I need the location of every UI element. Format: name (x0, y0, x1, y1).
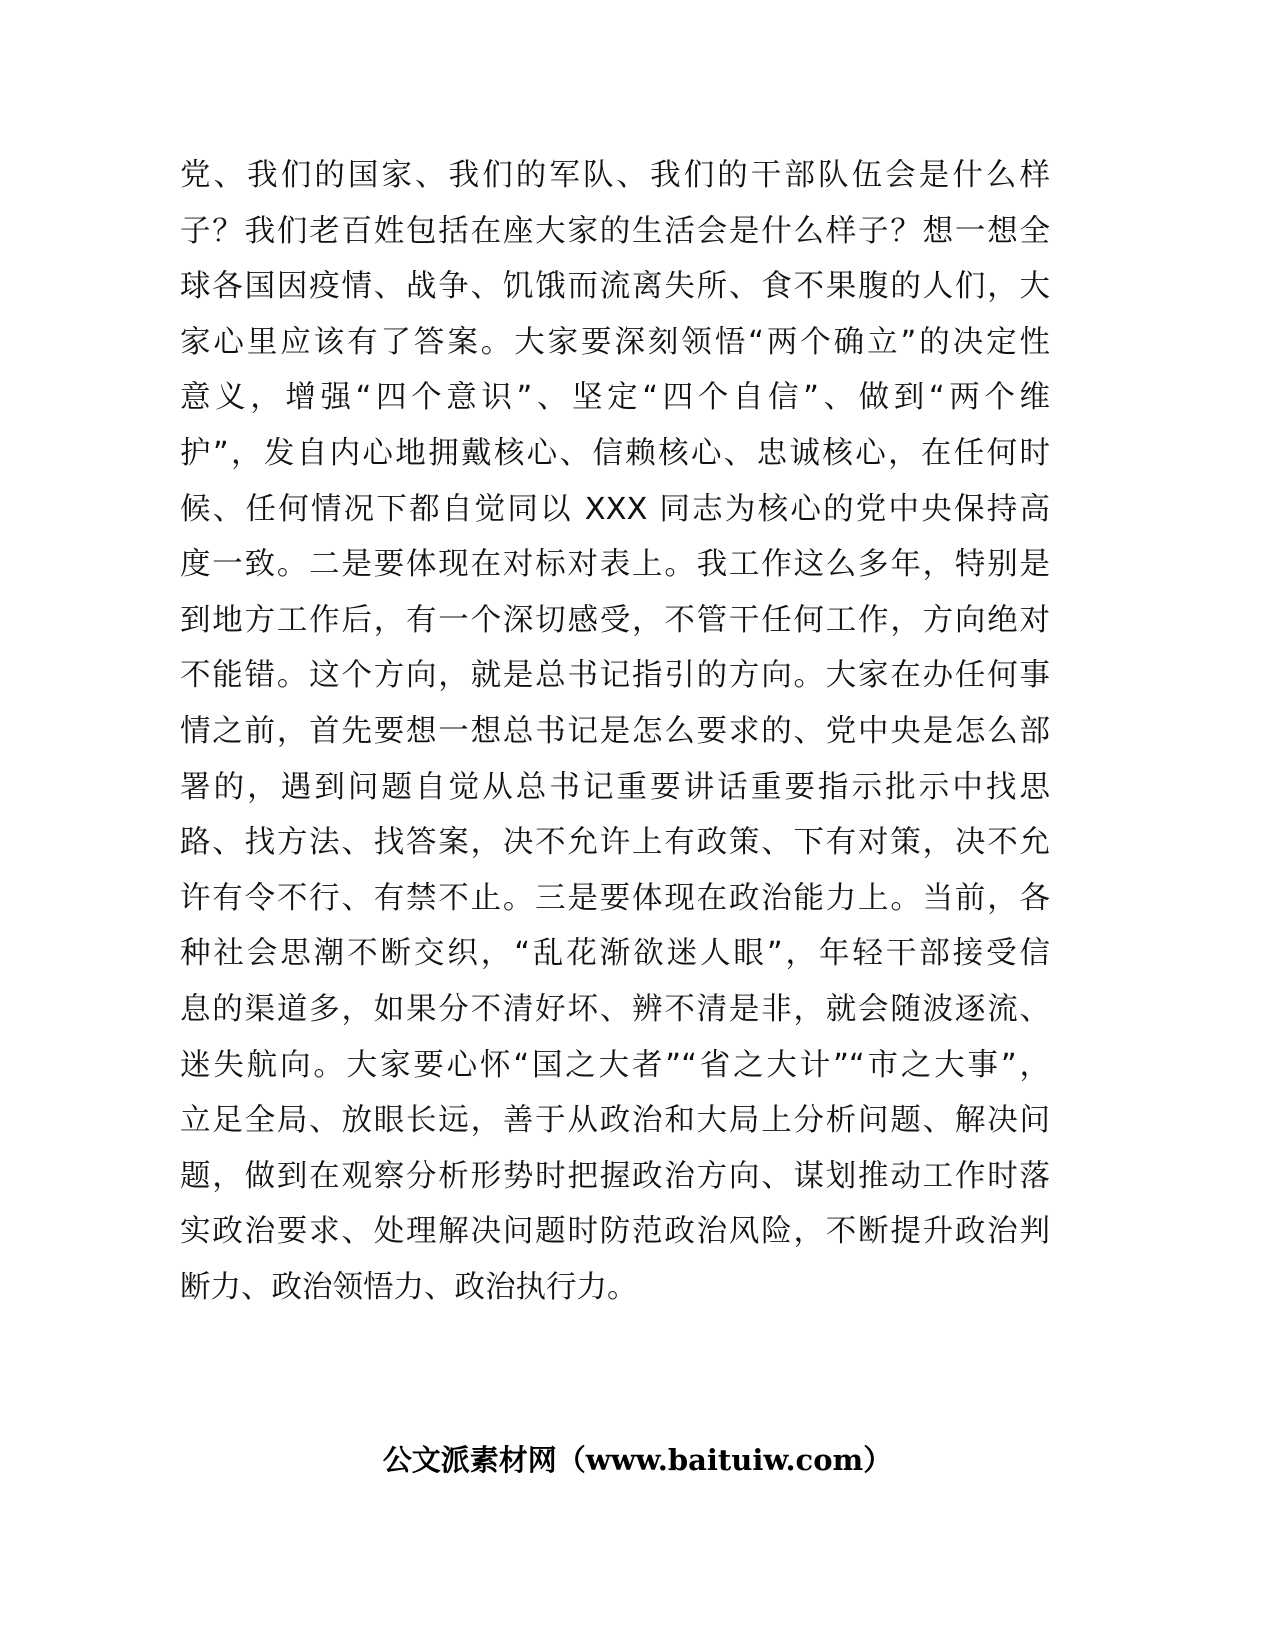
text-line: 党、我们的国家、我们的军队、我们的干部队伍会是什么样 (180, 158, 1050, 193)
text-line: 许有令不行、有禁不止。三是要体现在政治能力上。当前，各 (180, 880, 1050, 916)
body-paragraph (180, 148, 1050, 1315)
text-line: 候、任何情况下都自觉同以 XXX 同志为核心的党中央保持高 (180, 491, 1050, 527)
text-line: 意义，增强“四个意识”、坚定“四个自信”、做到“两个维 (180, 380, 1050, 416)
text-line: 到地方工作后，有一个深切感受，不管干任何工作，方向绝对 (180, 602, 1050, 638)
text-line: 立足全局、放眼长远，善于从政治和大局上分析问题、解决问 (180, 1103, 1050, 1139)
text-line: 迷失航向。大家要心怀“国之大者”“省之大计”“市之大事”， (180, 1047, 1050, 1083)
text-line: 子？我们老百姓包括在座大家的生活会是什么样子？想一想全 (180, 213, 1050, 249)
text-line: 路、找方法、找答案，决不允许上有政策、下有对策，决不允 (180, 825, 1050, 861)
text-line: 实政治要求、处理解决问题时防范政治风险，不断提升政治判 (180, 1214, 1050, 1250)
text-line: 球各国因疫情、战争、饥饿而流离失所、食不果腹的人们，大 (180, 269, 1050, 305)
text-line: 护”，发自内心地拥戴核心、信赖核心、忠诚核心，在任何时 (180, 435, 1050, 471)
text-line: 情之前，首先要想一想总书记是怎么要求的、党中央是怎么部 (180, 713, 1050, 749)
text-line: 家心里应该有了答案。大家要深刻领悟“两个确立”的决定性 (180, 324, 1050, 360)
text-line: 度一致。二是要体现在对标对表上。我工作这么多年，特别是 (180, 547, 1050, 583)
text-line: 息的渠道多，如果分不清好坏、辨不清是非，就会随波逐流、 (180, 991, 1050, 1027)
text-line: 断力、政治领悟力、政治执行力。 (180, 1269, 638, 1305)
text-line: 题，做到在观察分析形势时把握政治方向、谋划推动工作时落 (180, 1158, 1050, 1194)
text-line: 不能错。这个方向，就是总书记指引的方向。大家在办任何事 (180, 658, 1050, 694)
footer-watermark: 公文派素材网（www.baituiw.com） (382, 1443, 893, 1477)
text-line: 种社会思潮不断交织，“乱花渐欲迷人眼”，年轻干部接受信 (180, 936, 1050, 972)
text-line: 署的，遇到问题自觉从总书记重要讲话重要指示批示中找思 (180, 769, 1050, 805)
